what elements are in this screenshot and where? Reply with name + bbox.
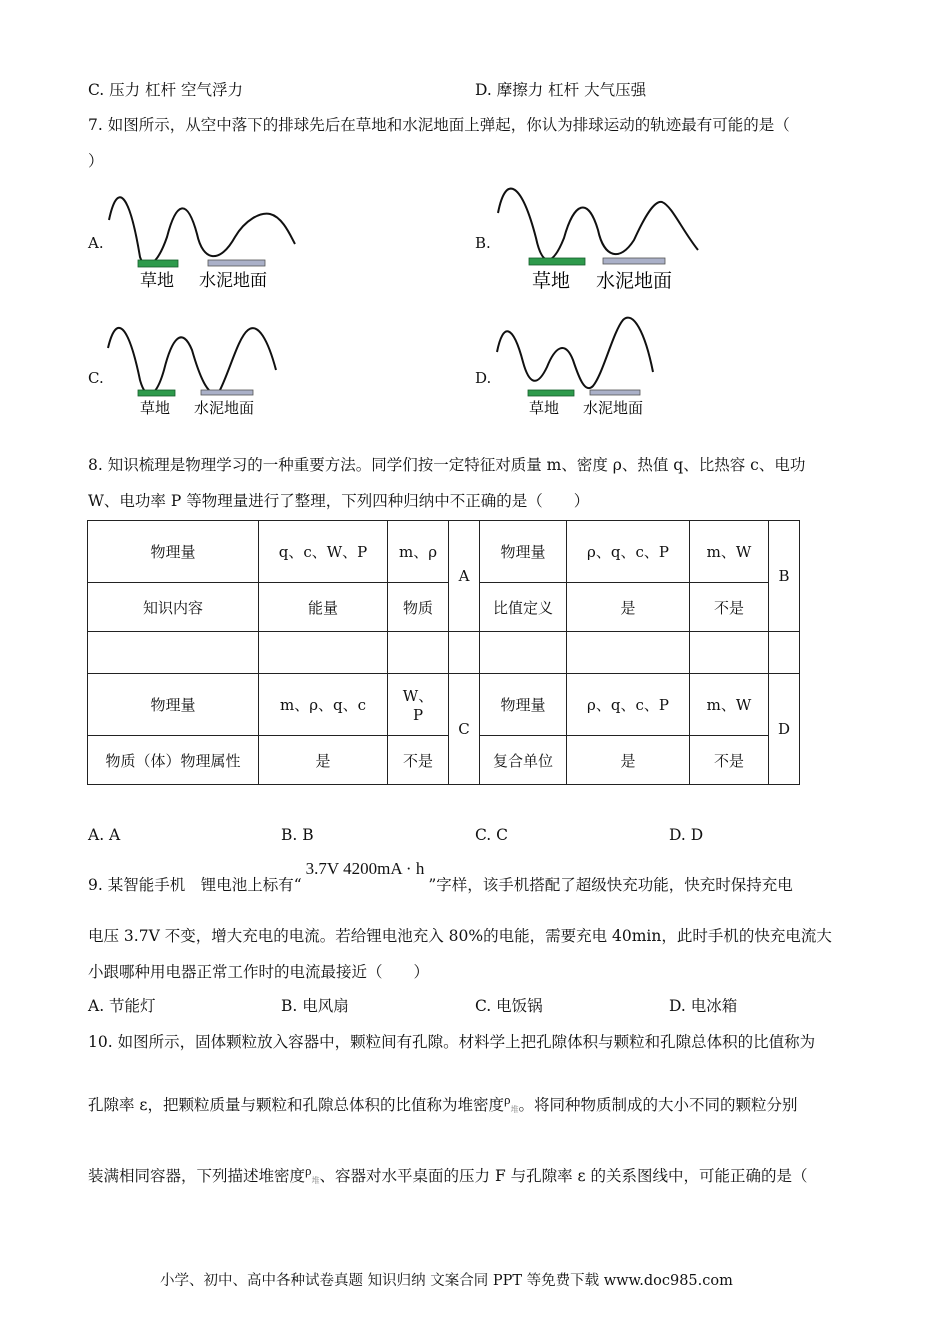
cement-strip [208,260,265,266]
q8-option-d: D. D [669,826,704,844]
table-cell [259,632,388,674]
q10-stem-line3 [88,1163,808,1186]
q9-stem-line1 [88,859,793,895]
table-cell: 比值定义 [480,583,567,632]
table-cell [388,632,449,674]
table-group-label: A [449,521,480,632]
table-cell: 是 [259,736,388,785]
table-cell: m、W [690,674,769,736]
q9-stem-line3: 小跟哪种用电器正常工作时的电流最接近（ ） [88,963,430,981]
q9-option-c: C. 电饭锅 [475,997,543,1015]
q7-figure-c [104,320,284,420]
q7-option-a-label: A. [88,234,104,252]
table-cell: 物理量 [88,521,259,583]
table-cell: 不是 [690,736,769,785]
q8-stem-line2: W、电功率 P 等物理量进行了整理，下列四种归纳中不正确的是（ ） [88,492,590,510]
q7-stem-close: ） [88,152,104,170]
q6-option-d: D. 摩擦力 杠杆 大气压强 [475,81,647,99]
table-row [88,583,800,632]
q9-stem-pre: 9. 某智能手机 锂电池上标有“ [88,876,302,894]
table-group-label: B [769,521,800,632]
grass-label: 草地 [529,399,560,417]
rho-subscript: 堆 [510,1105,519,1114]
q9-stem-post: ”字样，该手机搭配了超级快充功能，快充时保持充电 [428,876,793,894]
cement-label: 水泥地面 [194,399,255,417]
table-cell: q、c、W、P [259,521,388,583]
cement-strip [603,258,665,264]
table-cell: m、ρ、q、c [259,674,388,736]
q8-option-c: C. C [475,826,509,844]
table-cell [567,632,690,674]
table-group-label: C [449,674,480,785]
table-cell: 知识内容 [88,583,259,632]
q8-stem-line1: 8. 知识梳理是物理学习的一种重要方法。同学们按一定特征对质量 m、密度 ρ、热值 q、比热容 c、电功 [88,456,806,474]
q9-option-d: D. 电冰箱 [669,997,738,1015]
grass-strip [138,390,175,396]
q6-option-c: C. 压力 杠杆 空气浮力 [88,81,244,99]
table-cell [690,632,769,674]
table-cell: 物理量 [480,521,567,583]
q7-option-c-label: C. [88,369,104,387]
table-group-label: D [769,674,800,785]
cement-label: 水泥地面 [199,271,267,291]
table-cell: ρ、q、c、P [567,521,690,583]
table-cell [88,632,259,674]
table-cell: 不是 [388,736,449,785]
table-cell [480,632,567,674]
grass-label: 草地 [532,270,571,292]
table-cell [449,632,480,674]
q7-option-b-label: B. [475,234,491,252]
q8-option-a: A. A [88,826,121,844]
q7-figure-b [494,178,704,294]
table-cell: 物理量 [88,674,259,736]
table-cell: 能量 [259,583,388,632]
q10-line3-start: 装满相同容器，下列描述堆密度 [88,1167,306,1185]
q8-option-b: B. B [281,826,314,844]
q10-line2-start: 孔隙率 ε，把颗粒质量与颗粒和孔隙总体积的比值称为堆密度 [88,1096,504,1114]
q10-stem-line1: 10. 如图所示，固体颗粒放入容器中，颗粒间有孔隙。材料学上把孔隙体积与颗粒和孔隙总体积的比值称为 [88,1033,816,1051]
table-cell: m、W [690,521,769,583]
page-footer: 小学、初中、高中各种试卷真题 知识归纳 文案合同 PPT 等免费下载 www.doc985.com [160,1273,733,1289]
cement-strip [201,390,253,395]
grass-strip [138,260,178,267]
table-cell: 不是 [690,583,769,632]
table-row [88,736,800,785]
rho-symbol: ρ [305,1163,312,1178]
table-cell: m、ρ [388,521,449,583]
table-cell: 物质 [388,583,449,632]
q10-line3-end: 、容器对水平桌面的压力 F 与孔隙率 ε 的关系图线中，可能正确的是（ [319,1167,808,1185]
q9-formula: 3.7V 4200mA · h [305,859,425,878]
cement-label: 水泥地面 [596,270,673,292]
table-row [88,674,800,736]
table-cell: ρ、q、c、P [567,674,690,736]
q10-line2-end: 。将同种物质制成的大小不同的颗粒分别 [518,1096,798,1114]
grass-label: 草地 [140,271,174,291]
rho-subscript: 堆 [311,1176,320,1185]
grass-strip [529,258,585,265]
table-cell: 是 [567,736,690,785]
q7-figure-d [493,312,663,420]
cement-label: 水泥地面 [583,399,644,417]
table-cell: 复合单位 [480,736,567,785]
cement-strip [590,390,640,395]
q9-stem-line2: 电压 3.7V 不变，增大充电的电流。若给锂电池充入 80%的电能，需要充电 40min，此时手机的快充电流大 [88,927,832,945]
q7-stem: 7. 如图所示，从空中落下的排球先后在草地和水泥地面上弹起，你认为排球运动的轨迹最有可能的是（ [88,116,790,134]
q9-option-b: B. 电风扇 [281,997,349,1015]
q7-option-d-label: D. [475,369,492,387]
table-cell: 物质（体）物理属性 [88,736,259,785]
table-row [88,632,800,674]
table-cell: 物理量 [480,674,567,736]
grass-strip [528,390,574,396]
q10-stem-line2 [88,1092,797,1115]
table-row [88,521,800,583]
q9-option-a: A. 节能灯 [88,997,156,1015]
q7-figure-a [105,182,300,294]
table-cell: W、P [388,674,449,736]
grass-label: 草地 [140,399,171,417]
table-cell [769,632,800,674]
table-cell: 是 [567,583,690,632]
rho-symbol: ρ [503,1092,511,1107]
q8-table [87,520,800,785]
